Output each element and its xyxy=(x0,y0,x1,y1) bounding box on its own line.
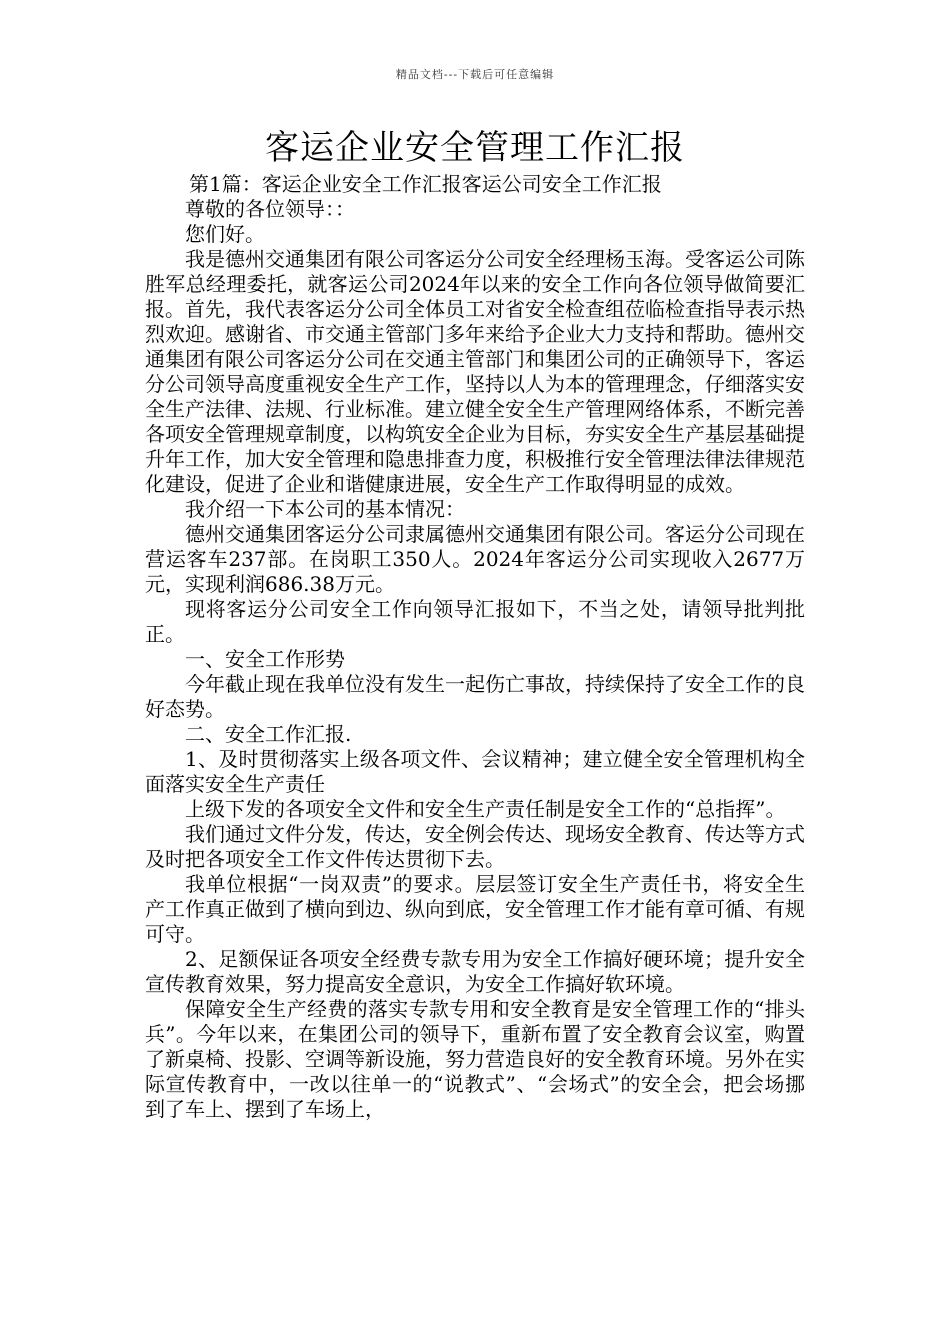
paragraph: 我们通过文件分发，传达，安全例会传达、现场安全教育、传达等方式及时把各项安全工作文件传达贯彻下去。 xyxy=(145,822,805,871)
paragraph: 今年截止现在我单位没有发生一起伤亡事故，持续保持了安全工作的良好态势。 xyxy=(145,672,805,721)
paragraph: 2、足额保证各项安全经费专款专用为安全工作搞好硬环境；提升安全宣传教育效果，努力提高安全意识，为安全工作搞好软环境。 xyxy=(145,947,805,996)
paragraph: 德州交通集团客运分公司隶属德州交通集团有限公司。客运分公司现在营运客车237部。在岗职工350人。2024年客运分公司实现收入2677万元，实现利润686.38万元。 xyxy=(145,522,805,596)
section-heading: 一、安全工作形势 xyxy=(185,647,345,671)
section-heading: 二、安全工作汇报. xyxy=(185,722,352,746)
paragraph: 我介绍一下本公司的基本情况： xyxy=(185,497,465,521)
paragraph: 保障安全生产经费的落实专款专用和安全教育是安全管理工作的“排头兵”。今年以来，在集团公司的领导下，重新布置了安全教育会议室，购置了新桌椅、投影、空调等新设施，努力营造良好的安全教育环境。另外在实际宣传教育中，一改以往单一的“说教式”、“会场式”的安全会，把会场挪到了车上、摆到了车场上， xyxy=(145,997,805,1121)
document-body xyxy=(145,172,805,1122)
paragraph: 上级下发的各项安全文件和安全生产责任制是安全工作的“总指挥”。 xyxy=(185,797,786,821)
paragraph: 现将客运分公司安全工作向领导汇报如下，不当之处，请领导批判批正。 xyxy=(145,597,805,646)
salutation: 尊敬的各位领导：： xyxy=(185,197,355,221)
paragraph: 1、及时贯彻落实上级各项文件、会议精神；建立健全安全管理机构全面落实安全生产责任 xyxy=(145,747,805,796)
document-subtitle: 第1篇：客运企业安全工作汇报客运公司安全工作汇报 xyxy=(189,172,662,196)
page-header-note: 精品文档---下载后可任意编辑 xyxy=(395,68,555,81)
paragraph: 我单位根据“一岗双责”的要求。层层签订安全生产责任书，将安全生产工作真正做到了横向到边、纵向到底，安全管理工作才能有章可循、有规可守。 xyxy=(145,872,805,946)
document-title: 客运企业安全管理工作汇报 xyxy=(265,128,685,168)
paragraph: 我是德州交通集团有限公司客运分公司安全经理杨玉海。受客运公司陈胜军总经理委托，就客运公司2024年以来的安全工作向各位领导做简要汇报。首先，我代表客运分公司全体员工对省安全检查组莅临检查指导表示热烈欢迎。感谢省、市交通主管部门多年来给予企业大力支持和帮助。德州交通集团有限公司客运分公司在交通主管部门和集团公司的正确领导下，客运分公司领导高度重视安全生产工作，坚持以人为本的管理理念，仔细落实安全生产法律、法规、行业标准。建立健全安全生产管理网络体系，不断完善各项安全管理规章制度，以构筑安全企业为目标，夯实安全生产基层基础提升年工作，加大安全管理和隐患排查力度，积极推行安全管理法律法律规范化建设，促进了企业和谐健康进展，安全生产工作取得明显的成效。 xyxy=(145,247,805,496)
greeting: 您们好。 xyxy=(185,222,265,246)
